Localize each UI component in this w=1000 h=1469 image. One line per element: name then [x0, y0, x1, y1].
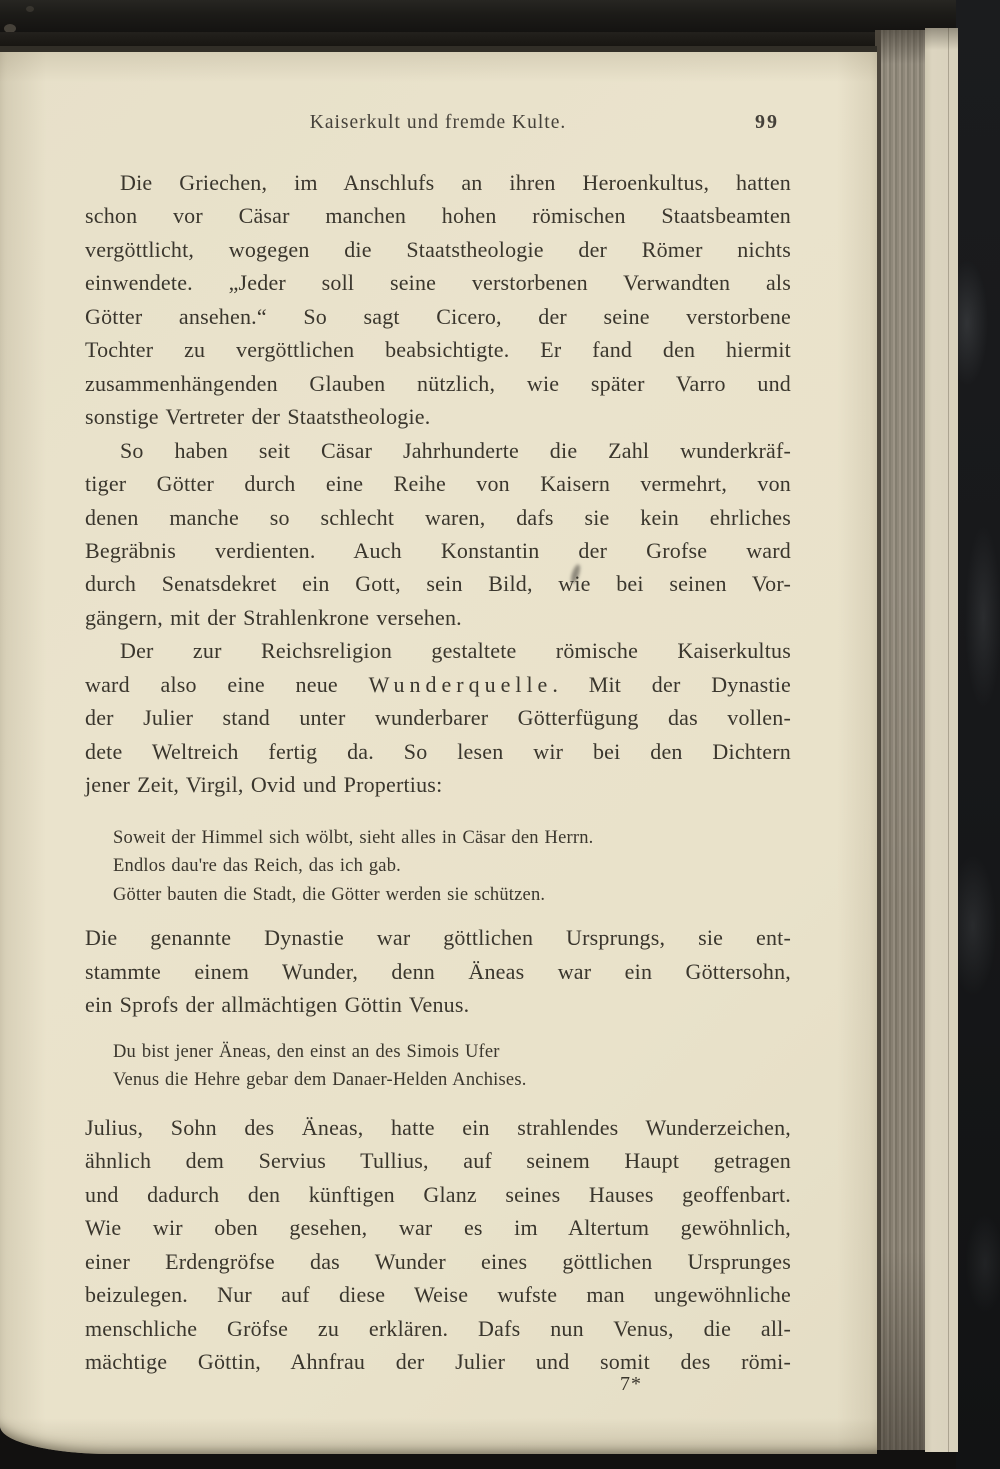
text-line: tiger Götter durch eine Reihe von Kaisern vermehrt, von	[85, 471, 791, 497]
paragraph	[85, 921, 791, 1021]
book-page	[0, 46, 877, 1454]
text-line: sonstige Vertreter der Staatstheologie.	[85, 404, 431, 430]
verse-line: Soweit der Himmel sich wölbt, sieht alles in Cäsar den Herrn.	[113, 827, 594, 848]
text-line: Tochter zu vergöttlichen beabsichtigte. Er fand den hiermit	[85, 337, 791, 363]
text-line: und dadurch den künftigen Glanz seines Hauses geoffenbart.	[85, 1181, 791, 1207]
text-line: zusammenhängenden Glauben nützlich, wie später Varro und	[85, 370, 791, 396]
paragraph	[85, 166, 791, 434]
text-line: Wie wir oben gesehen, war es im Altertum gewöhnlich,	[85, 1215, 791, 1241]
cover-wear-speck	[26, 6, 34, 12]
text-segment: ward also eine neue	[85, 671, 369, 697]
verse-line: Endlos dau're das Reich, das ich gab.	[113, 856, 401, 877]
page-fore-edge-stack	[875, 30, 925, 1450]
book-cover-top-edge	[0, 0, 1000, 32]
text-block	[85, 166, 791, 1405]
signature-mark: 7*	[620, 1372, 642, 1395]
verse-line: Venus die Hehre gebar dem Danaer-Helden Anchises.	[113, 1070, 527, 1091]
verse-quote	[113, 824, 791, 910]
page-stack-top-shadow	[0, 32, 877, 46]
text-line: Die Griechen, im Anschlufs an ihren Heroenkultus, hatten	[120, 170, 791, 195]
text-line: einwendete. „Jeder soll seine verstorbenen Verwandten als	[85, 270, 791, 296]
text-segment: . Mit der Dynastie	[552, 671, 792, 697]
text-line: Götter ansehen.“ So sagt Cicero, der seine verstorbene	[85, 303, 791, 329]
paragraph	[85, 434, 791, 635]
text-line: denen manche so schlecht waren, dafs sie kein ehrliches	[85, 504, 791, 530]
paragraph	[85, 634, 791, 801]
verse-quote	[113, 1038, 791, 1095]
text-line: So haben seit Cäsar Jahrhunderte die Zahl wunderkräf-	[120, 437, 791, 463]
text-line: beizulegen. Nur auf diese Weise wufste man ungewöhnliche	[85, 1282, 791, 1308]
text-line: der Julier stand unter wunderbarer Götterfügung das vollen-	[85, 705, 791, 731]
book-cover-right-marbled	[956, 0, 1000, 1469]
page-number: 99	[755, 111, 779, 133]
text-line-letterspaced	[85, 668, 791, 701]
text-line: Begräbnis verdienten. Auch Konstantin der Grofse ward	[85, 537, 791, 563]
text-line: vergöttlicht, wogegen die Staatstheologie der Römer nichts	[85, 236, 791, 262]
paragraph	[85, 1111, 791, 1379]
running-header-title: Kaiserkult und fremde Kulte.	[309, 112, 567, 133]
text-line: durch Senatsdekret ein Gott, sein Bild, wie bei seinen Vor-	[85, 571, 791, 597]
letterspaced-word: Wunderquelle	[368, 671, 553, 697]
text-line: jener Zeit, Virgil, Ovid und Propertius:	[85, 772, 443, 798]
text-line: dete Weltreich fertig da. So lesen wir bei den Dichtern	[85, 738, 791, 764]
text-line: ein Sprofs der allmächtigen Göttin Venus.	[85, 992, 470, 1018]
text-line: mächtige Göttin, Ahnfrau der Julier und somit des römi-	[85, 1349, 791, 1375]
text-line: schon vor Cäsar manchen hohen römischen Staatsbeamten	[85, 203, 791, 229]
running-header	[85, 112, 791, 140]
endpaper-edge-strip	[925, 28, 958, 1452]
text-line: gängern, mit der Strahlenkrone versehen.	[85, 604, 462, 630]
signature-mark-row	[85, 1373, 791, 1405]
text-line: Die genannte Dynastie war göttlichen Ursprungs, sie ent-	[85, 925, 791, 951]
text-line: Der zur Reichsreligion gestaltete römische Kaiserkultus	[120, 638, 791, 664]
text-line: ähnlich dem Servius Tullius, auf seinem Haupt getragen	[85, 1148, 791, 1174]
text-line: menschliche Gröfse zu erklären. Dafs nun Venus, die all-	[85, 1315, 791, 1341]
text-line: stammte einem Wunder, denn Äneas war ein Göttersohn,	[85, 958, 791, 984]
text-line: einer Erdengröfse das Wunder eines göttlichen Ursprunges	[85, 1248, 791, 1274]
text-line: Julius, Sohn des Äneas, hatte ein strahlendes Wunderzeichen,	[85, 1114, 791, 1140]
verse-line: Götter bauten die Stadt, die Götter werden sie schützen.	[113, 884, 546, 905]
verse-line: Du bist jener Äneas, den einst an des Simois Ufer	[113, 1041, 500, 1062]
